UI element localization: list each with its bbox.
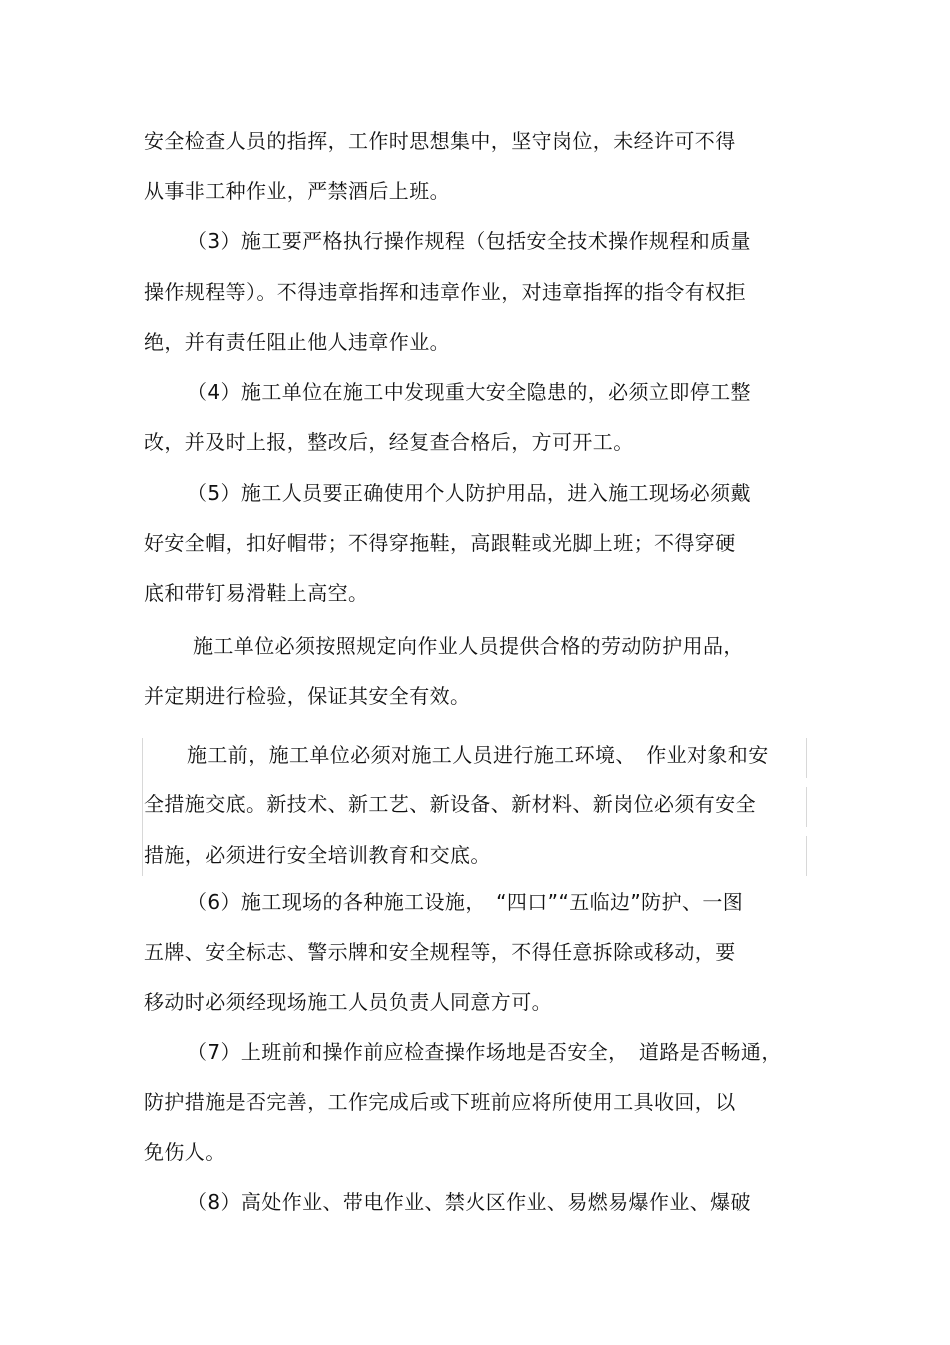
text-line: 并定期进行检验，保证其安全有效。 (144, 684, 471, 708)
table-border-right (806, 787, 807, 827)
text-line: 移动时必须经现场施工人员负责人同意方可。 (144, 990, 552, 1014)
text-line: 免伤人。 (144, 1140, 226, 1164)
text-line: 好安全帽，扣好帽带；不得穿拖鞋，高跟鞋或光脚上班；不得穿硬 (144, 531, 736, 555)
text-line: 操作规程等）。不得违章指挥和违章作业，对违章指挥的指令有权拒 (144, 280, 746, 304)
table-border-left (142, 738, 143, 876)
text-line: （5）施工人员要正确使用个人防护用品，进入施工现场必须戴 (187, 481, 751, 505)
text-line: （4）施工单位在施工中发现重大安全隐患的，必须立即停工整 (187, 380, 751, 404)
text-line: （8）高处作业、带电作业、禁火区作业、易燃易爆作业、爆破 (187, 1190, 751, 1214)
text-line: （6）施工现场的各种施工设施， “四口”“五临边”防护、一图 (187, 890, 744, 914)
table-border-right (806, 738, 807, 778)
text-line: 改，并及时上报，整改后，经复查合格后，方可开工。 (144, 430, 634, 454)
text-line: 全措施交底。新技术、新工艺、新设备、新材料、新岗位必须有安全 (144, 792, 756, 816)
text-line: 五牌、安全标志、警示牌和安全规程等，不得任意拆除或移动，要 (144, 940, 736, 964)
text-line: 底和带钉易滑鞋上高空。 (144, 581, 369, 605)
text-line: 绝，并有责任阻止他人违章作业。 (144, 330, 450, 354)
text-line: 施工单位必须按照规定向作业人员提供合格的劳动防护用品， (193, 634, 744, 658)
text-line: 措施，必须进行安全培训教育和交底。 (144, 843, 491, 867)
text-line: 从事非工种作业，严禁酒后上班。 (144, 179, 450, 203)
text-line: 防护措施是否完善，工作完成后或下班前应将所使用工具收回，以 (144, 1090, 736, 1114)
text-line: （7）上班前和操作前应检查操作场地是否安全， 道路是否畅通， (187, 1040, 782, 1064)
text-line: （3）施工要严格执行操作规程（包括安全技术操作规程和质量 (187, 229, 751, 253)
text-line: 施工前，施工单位必须对施工人员进行施工环境、 作业对象和安 (187, 743, 769, 767)
text-line: 安全检查人员的指挥，工作时思想集中，坚守岗位，未经许可不得 (144, 129, 736, 153)
table-border-right (806, 836, 807, 876)
